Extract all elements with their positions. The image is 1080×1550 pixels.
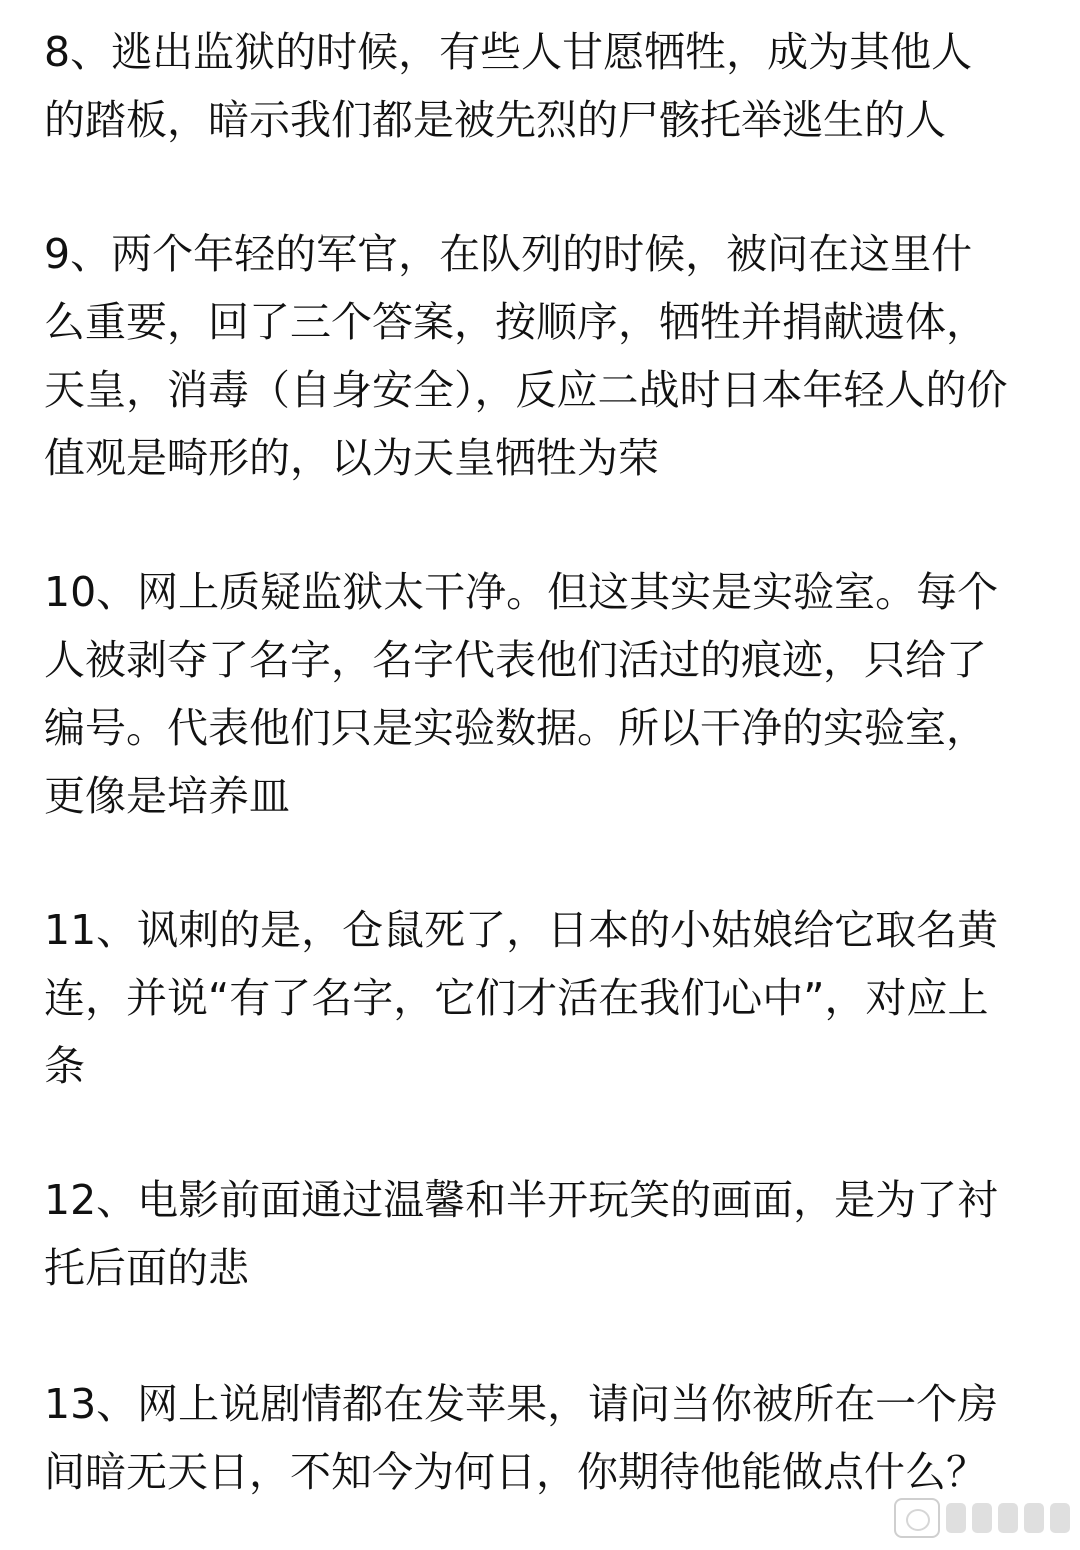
paragraph-13	[44, 1370, 998, 1506]
watermark	[894, 1498, 1070, 1538]
watermark-mark	[1024, 1503, 1044, 1533]
text-line: 编号。代表他们只是实验数据。所以干净的实验室，	[44, 704, 987, 752]
text-line: 13、网上说剧情都在发苹果，请问当你被所在一个房	[44, 1380, 999, 1428]
text-line: 更像是培养皿	[44, 772, 290, 820]
text-line: 9、两个年轻的军官，在队列的时候，被问在这里什	[44, 230, 973, 278]
watermark-mark	[946, 1503, 966, 1533]
text-line: 么重要，回了三个答案，按顺序，牺牲并捐献遗体，	[44, 298, 987, 346]
text-line: 的踏板，暗示我们都是被先烈的尸骸托举逃生的人	[44, 96, 946, 144]
watermark-mark	[1050, 1503, 1070, 1533]
text-line: 人被剥夺了名字，名字代表他们活过的痕迹，只给了	[44, 636, 987, 684]
text-line: 10、网上质疑监狱太干净。但这其实是实验室。每个	[44, 568, 999, 616]
paragraph-8	[44, 18, 972, 154]
paragraph-12	[44, 1166, 998, 1302]
paragraph-9	[44, 220, 1008, 492]
paragraph-11	[44, 896, 998, 1100]
text-line: 天皇，消毒（自身安全），反应二战时日本年轻人的价	[44, 366, 1008, 414]
text-line: 间暗无天日，不知今为何日，你期待他能做点什么？	[44, 1448, 987, 1496]
text-line: 连，并说“有了名字，它们才活在我们心中”，对应上	[44, 974, 989, 1022]
text-line: 11、讽刺的是，仓鼠死了，日本的小姑娘给它取名黄	[44, 906, 999, 954]
text-line: 值观是畸形的，以为天皇牺牲为荣	[44, 434, 659, 482]
text-line: 8、逃出监狱的时候，有些人甘愿牺牲，成为其他人	[44, 28, 973, 76]
watermark-mark	[972, 1503, 992, 1533]
watermark-mark	[998, 1503, 1018, 1533]
text-line: 托后面的悲	[44, 1244, 249, 1292]
paragraph-10	[44, 558, 998, 830]
weibo-logo-icon	[894, 1498, 940, 1538]
text-line: 12、电影前面通过温馨和半开玩笑的画面，是为了衬	[44, 1176, 999, 1224]
text-line: 条	[44, 1042, 85, 1090]
